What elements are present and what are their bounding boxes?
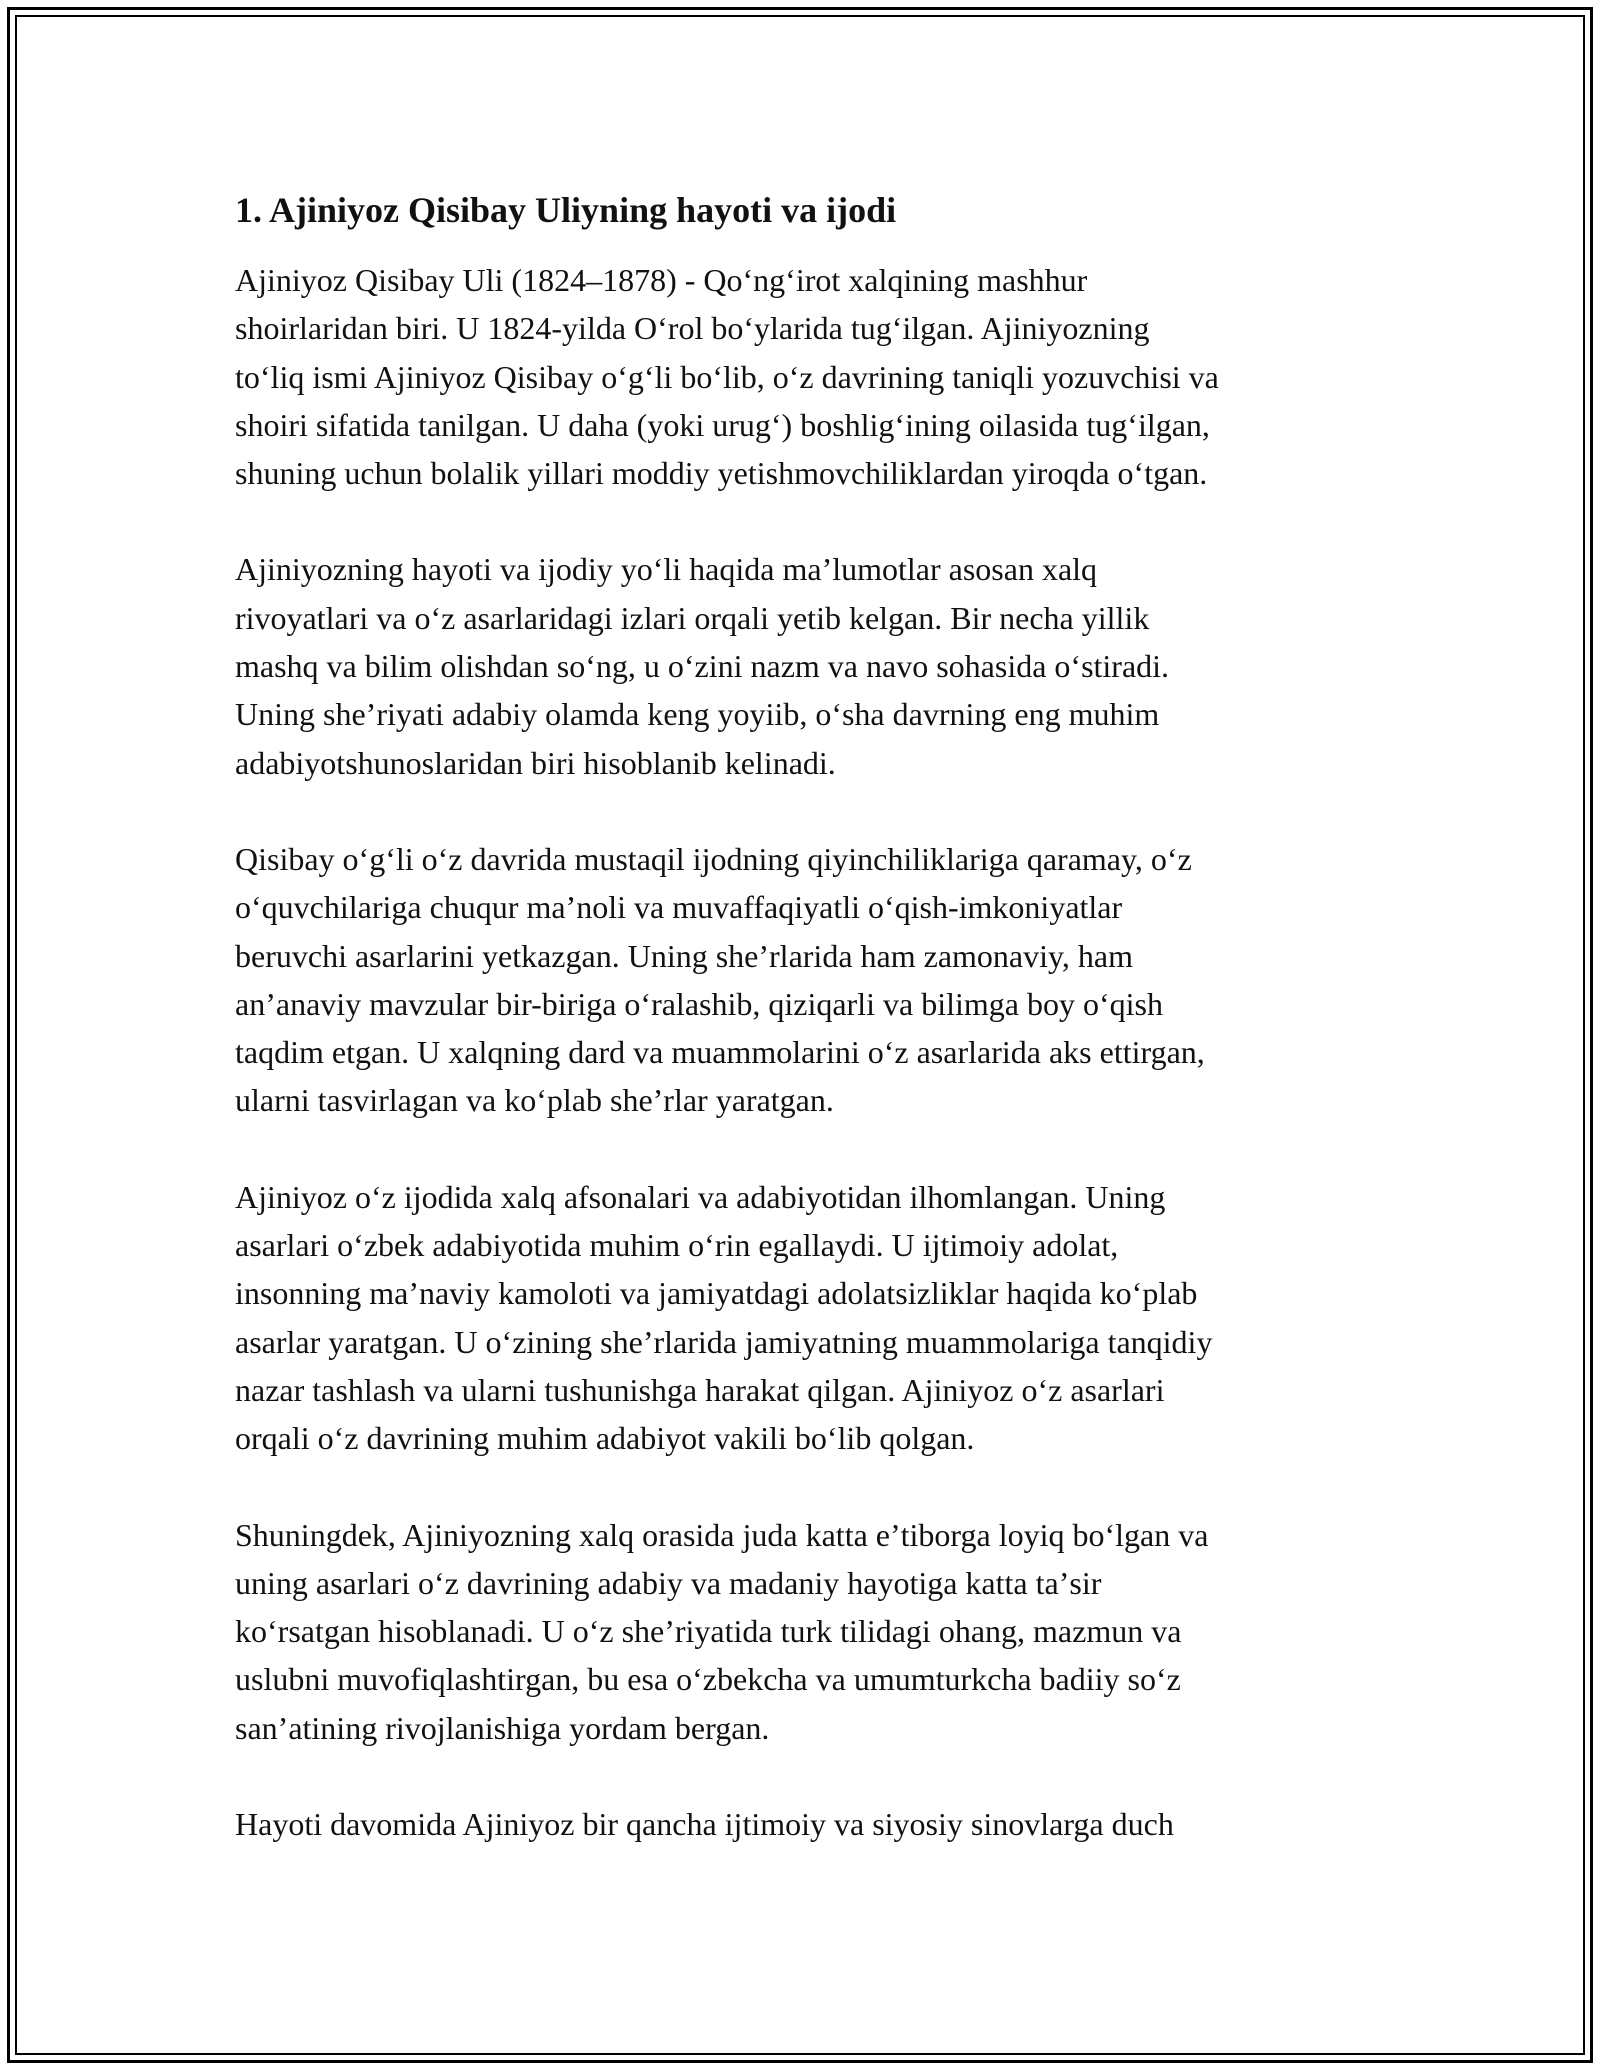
text-line: oʻquvchilariga chuqur maʼnoli va muvaffaqiyatli oʻqish-imkoniyatlar — [235, 889, 1123, 926]
text-line: shuning uchun bolalik yillari moddiy yetishmovchiliklardan yiroqda oʻtgan. — [235, 455, 1208, 492]
text-line: Qisibay oʻgʻli oʻz davrida mustaqil ijodning qiyinchiliklariga qaramay, oʻz — [235, 840, 1192, 877]
text-line: Ajiniyoz oʻz ijodida xalq afsonalari va adabiyotidan ilhomlangan. Uning — [235, 1178, 1166, 1215]
text-line: Ajiniyozning hayoti va ijodiy yoʻli haqida maʼlumotlar asosan xalq — [235, 551, 1098, 588]
text-line: adabiyotshunoslaridan biri hisoblanib kelinadi. — [235, 744, 836, 781]
text-line: uning asarlari oʻz davrining adabiy va madaniy hayotiga katta taʼsir — [235, 1564, 1102, 1601]
text-line: Ajiniyoz Qisibay Uli (1824–1878) - Qoʻngʻirot xalqining mashhur — [235, 262, 1088, 298]
paragraph — [235, 1511, 1405, 1752]
text-line: asarlar yaratgan. U oʻzining sheʼrlarida jamiyatning muammolariga tanqidiy — [235, 1323, 1213, 1360]
text-line: mashq va bilim olishdan soʻng, u oʻzini nazm va navo sohasida oʻstiradi. — [235, 648, 1170, 685]
text-line: ularni tasvirlagan va koʻplab sheʼrlar yaratgan. — [235, 1082, 834, 1119]
text-line: koʻrsatgan hisoblanadi. U oʻz sheʼriyatida turk tilidagi ohang, mazmun va — [235, 1613, 1182, 1650]
text-line: beruvchi asarlarini yetkazgan. Uning sheʼrlarida ham zamonaviy, ham — [235, 937, 1134, 974]
document-body — [235, 186, 1405, 1896]
text-line: taqdim etgan. U xalqning dard va muammolarini oʻz asarlarida aks ettirgan, — [235, 1034, 1205, 1071]
paragraph — [235, 1173, 1405, 1463]
text-line: insonning maʼnaviy kamoloti va jamiyatdagi adolatsizliklar haqida koʻplab — [235, 1275, 1198, 1312]
paragraph — [235, 545, 1405, 786]
text-line: shoiri sifatida tanilgan. U daha (yoki urugʻ) boshligʻining oilasida tugʻilgan, — [235, 406, 1210, 443]
paragraph — [235, 1800, 1405, 1848]
text-line: asarlari oʻzbek adabiyotida muhim oʻrin egallaydi. U ijtimoiy adolat, — [235, 1227, 1119, 1264]
text-line: Hayoti davomida Ajiniyoz bir qancha ijtimoiy va siyosiy sinovlarga duch — [235, 1806, 1174, 1843]
text-line: uslubni muvofiqlashtirgan, bu esa oʻzbekcha va umumturkcha badiiy soʻz — [235, 1661, 1181, 1698]
text-line: anʼanaviy mavzular bir-biriga oʻralashib, qiziqarli va bilimga boy oʻqish — [235, 985, 1163, 1022]
paragraph — [235, 835, 1405, 1125]
text-line: shoirlaridan biri. U 1824-yilda Oʻrol boʻylarida tugʻilgan. Ajiniyozning — [235, 310, 1150, 347]
text-line: rivoyatlari va oʻz asarlaridagi izlari orqali yetib kelgan. Bir necha yillik — [235, 599, 1150, 636]
text-line: orqali oʻz davrining muhim adabiyot vakili boʻlib qolgan. — [235, 1420, 975, 1457]
text-line: Uning sheʼriyati adabiy olamda keng yoyiib, oʻsha davrning eng muhim — [235, 696, 1160, 733]
section-heading: 1. Ajiniyoz Qisibay Uliyning hayoti va ijodi — [235, 190, 897, 230]
text-line: toʻliq ismi Ajiniyoz Qisibay oʻgʻli boʻlib, oʻz davrining taniqli yozuvchisi va — [235, 358, 1219, 395]
text-line: Shuningdek, Ajiniyozning xalq orasida juda katta eʼtiborga loyiq boʻlgan va — [235, 1516, 1209, 1553]
paragraph — [235, 256, 1405, 497]
text-line: nazar tashlash va ularni tushunishga harakat qilgan. Ajiniyoz oʻz asarlari — [235, 1371, 1165, 1408]
text-line: sanʼatining rivojlanishiga yordam bergan. — [235, 1709, 770, 1746]
